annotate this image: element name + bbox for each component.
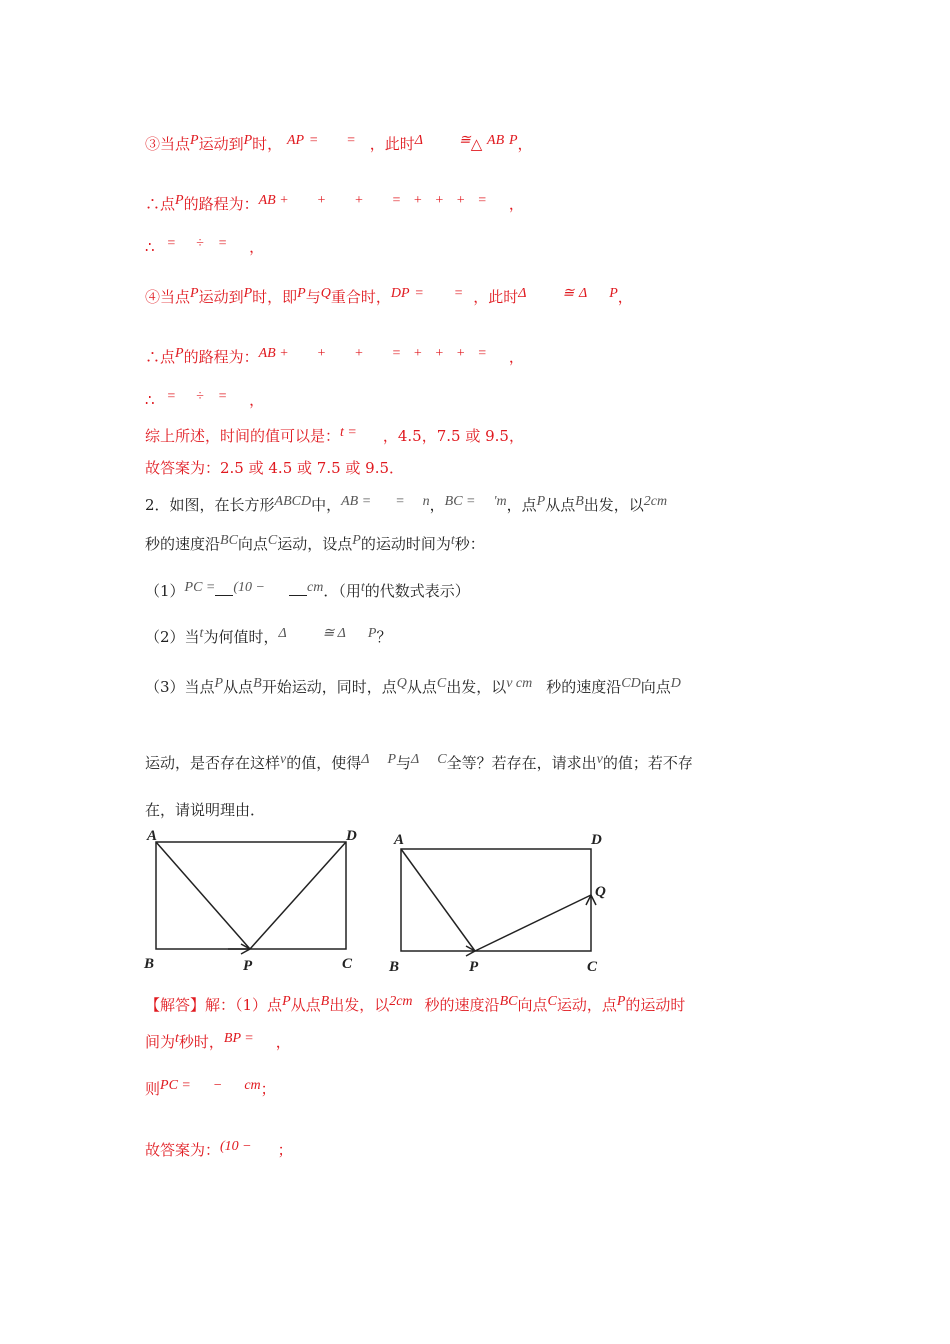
text-run: 的值，使得: [286, 754, 362, 772]
solution-line-3: [145, 1078, 276, 1102]
math-symbol: P: [297, 286, 306, 301]
math-symbol: Q: [320, 286, 331, 301]
math-symbol: BC: [499, 994, 518, 1009]
text-run: 全等？若存在，请求出: [446, 754, 597, 772]
text-run: 秒的速度沿: [145, 535, 221, 553]
math-symbol: Δ: [361, 752, 370, 767]
text-run: 出发，以: [329, 996, 390, 1014]
math-symbol: C: [436, 676, 447, 691]
text-run: ④当点: [145, 288, 191, 306]
math-symbol: AB =: [341, 494, 372, 509]
math-symbol: =: [477, 346, 487, 361]
question-1: [145, 580, 470, 604]
math-symbol: P: [214, 676, 224, 691]
label-b: B: [144, 956, 155, 972]
figure-1: [140, 822, 370, 977]
math-symbol: =: [391, 193, 402, 208]
text-run: 的代数式表示）: [364, 582, 470, 600]
rectangle-abcd: [401, 849, 591, 951]
math-symbol: P: [352, 533, 361, 548]
question-2: [145, 626, 391, 650]
text-run: ，: [617, 288, 633, 306]
text-run: ③当点: [145, 135, 191, 153]
answer-line-4: [145, 286, 633, 310]
text-run: ？: [376, 628, 392, 646]
label-p: P: [243, 958, 253, 974]
math-symbol: +: [434, 346, 444, 361]
math-symbol: P: [190, 286, 199, 301]
text-run: 重合时，: [330, 288, 391, 306]
math-symbol: BP =: [223, 1031, 254, 1046]
math-symbol: 'm: [493, 494, 507, 509]
text-run: （3）当点: [145, 678, 215, 696]
math-symbol: =: [308, 133, 319, 148]
text-run: 与: [396, 754, 412, 772]
question-3-line-1: [145, 676, 681, 700]
text-run: ，: [429, 496, 445, 514]
text-run: 2．如图，在长方形: [145, 496, 275, 514]
math-symbol: v: [596, 752, 603, 767]
math-symbol: =: [217, 236, 228, 251]
math-symbol: =: [453, 286, 464, 301]
answer-path-line-2: [145, 346, 524, 370]
math-symbol: P: [190, 133, 199, 148]
text-run: 间为: [145, 1033, 176, 1051]
text-run: 从点: [545, 496, 576, 514]
blank-space: [289, 581, 307, 596]
text-run: 从点: [223, 678, 254, 696]
math-symbol: C: [267, 533, 278, 548]
text-run: 【解答】: [145, 996, 206, 1014]
text-run: ，: [249, 391, 265, 409]
solution-line-2: [145, 1031, 291, 1055]
text-run: 故答案为：2.5 或 4.5 或 7.5 或 9.5．: [145, 459, 405, 477]
text-run: ∴点: [145, 195, 176, 213]
label-c: C: [342, 956, 353, 972]
math-symbol: 2cm: [643, 494, 668, 509]
text-run: （2）当: [145, 628, 200, 646]
math-symbol: BC =: [444, 494, 476, 509]
math-symbol: =: [391, 346, 402, 361]
text-run: 综上所述，时间的值可以是：: [145, 427, 341, 445]
text-run: ∴: [145, 391, 155, 409]
math-symbol: +: [354, 346, 364, 361]
text-run: 向点: [640, 678, 671, 696]
math-symbol: =: [166, 236, 176, 251]
math-symbol: P: [536, 494, 546, 509]
text-run: 秒的速度沿: [546, 678, 622, 696]
math-symbol: BC: [220, 533, 238, 548]
text-run: 秒：: [454, 535, 485, 553]
text-run: 的运动时: [625, 996, 686, 1014]
label-q: Q: [595, 884, 606, 900]
math-symbol: −: [212, 1078, 223, 1093]
text-run: ，: [275, 1033, 291, 1051]
math-symbol: Δ: [579, 286, 588, 301]
text-run: ．（用: [323, 582, 361, 600]
math-symbol: P: [282, 994, 291, 1009]
math-symbol: =: [414, 286, 424, 301]
math-symbol: AB +: [258, 193, 289, 208]
text-run: 在，请说明理由．: [145, 801, 266, 819]
math-symbol: B: [253, 676, 262, 691]
summary-line: [145, 425, 524, 449]
math-symbol: =: [395, 494, 405, 509]
math-symbol: P: [616, 994, 626, 1009]
rectangle-abcd: [156, 842, 346, 949]
math-symbol: Δ: [518, 286, 527, 301]
label-p: P: [469, 959, 479, 975]
text-run: 时，: [252, 135, 283, 153]
text-run: 运动，设点: [277, 535, 353, 553]
math-symbol: C: [547, 994, 557, 1009]
segment-pq: [475, 895, 591, 951]
text-run: 秒的速度沿: [424, 996, 500, 1014]
math-symbol: AP: [286, 133, 305, 148]
math-symbol: P: [243, 286, 253, 301]
text-run: 的路程为：: [183, 195, 259, 213]
label-d: D: [346, 828, 357, 844]
text-run: 运动到: [198, 135, 244, 153]
text-run: 秒时，: [178, 1033, 224, 1051]
answer-line-3: [145, 133, 533, 157]
math-symbol: t =: [340, 425, 357, 440]
answer-time-line-2: [145, 389, 264, 413]
math-symbol: +: [455, 346, 466, 361]
text-run: 从点: [290, 996, 321, 1014]
math-symbol: cm: [244, 1078, 261, 1093]
text-run: ，: [249, 238, 265, 256]
figure-2: [385, 822, 615, 977]
text-run: 向点: [517, 996, 548, 1014]
label-c: C: [587, 959, 598, 975]
math-symbol: ABCD: [274, 494, 312, 509]
math-symbol: =: [166, 389, 176, 404]
math-symbol: v: [280, 752, 287, 767]
text-run: △: [470, 135, 483, 153]
text-run: 中，: [311, 496, 342, 514]
math-symbol: n: [422, 494, 430, 509]
text-run: ；: [260, 1080, 276, 1098]
math-symbol: Δ: [414, 133, 423, 148]
math-symbol: =: [477, 193, 487, 208]
math-symbol: P: [508, 133, 518, 148]
text-run: ，此时: [473, 288, 519, 306]
math-symbol: +: [316, 193, 327, 208]
text-run: ，点: [506, 496, 537, 514]
math-symbol: P: [387, 752, 397, 767]
math-symbol: P: [609, 286, 618, 301]
math-symbol: Δ: [411, 752, 420, 767]
math-symbol: cm: [307, 580, 324, 595]
math-symbol: CD: [621, 676, 641, 691]
text-run: 运动，点: [556, 996, 617, 1014]
math-symbol: +: [413, 193, 423, 208]
text-run: 时，即: [252, 288, 298, 306]
text-run: 开始运动，同时，点: [261, 678, 397, 696]
math-symbol: PC =: [184, 580, 216, 595]
text-run: ，: [508, 348, 524, 366]
math-symbol: P: [243, 133, 253, 148]
text-run: ，: [508, 195, 524, 213]
text-run: 向点: [237, 535, 268, 553]
question-3-line-3: [145, 799, 265, 821]
question-3-line-2: [145, 752, 693, 776]
math-symbol: ÷: [196, 236, 204, 251]
math-symbol: +: [434, 193, 444, 208]
solution-line-1: [145, 994, 685, 1018]
segment-pd: [250, 842, 346, 949]
text-run: 的运动时间为: [360, 535, 451, 553]
math-symbol: 2cm: [389, 994, 413, 1009]
blank-space: [215, 581, 233, 596]
text-run: 解：（1）点: [205, 996, 283, 1014]
text-run: 运动到: [198, 288, 244, 306]
math-symbol: t: [360, 580, 365, 595]
answer-path-line-1: [145, 193, 524, 217]
label-d: D: [591, 832, 602, 848]
text-run: ∴: [145, 238, 155, 256]
label-a: A: [147, 828, 158, 844]
math-symbol: ≅: [458, 133, 471, 148]
math-symbol: Δ: [278, 626, 287, 641]
problem-2-line-2: [145, 533, 485, 557]
math-symbol: v cm: [506, 676, 533, 691]
math-symbol: Q: [396, 676, 407, 691]
math-symbol: =: [346, 133, 356, 148]
text-run: ；: [277, 1141, 293, 1159]
math-symbol: ≅ Δ: [322, 626, 346, 641]
math-symbol: +: [413, 346, 423, 361]
text-run: 故答案为：: [145, 1141, 221, 1159]
math-symbol: B: [320, 994, 330, 1009]
math-symbol: (10 −: [233, 580, 265, 595]
math-symbol: t: [175, 1031, 179, 1046]
text-run: 的值；若不存: [602, 754, 693, 772]
text-run: 运动，是否存在这样: [145, 754, 281, 772]
label-a: A: [394, 832, 405, 848]
solution-line-4: [145, 1139, 293, 1163]
math-symbol: B: [575, 494, 584, 509]
math-symbol: ≅: [562, 286, 575, 301]
math-symbol: P: [367, 626, 377, 641]
math-symbol: ÷: [196, 389, 204, 404]
text-run: ，4.5，7.5 或 9.5，: [382, 427, 524, 445]
math-symbol: AB +: [258, 346, 289, 361]
segment-ap: [401, 849, 475, 951]
math-symbol: +: [455, 193, 466, 208]
math-symbol: (10 −: [220, 1139, 252, 1154]
label-b: B: [389, 959, 400, 975]
math-symbol: P: [175, 193, 184, 208]
text-run: 出发，以: [446, 678, 507, 696]
math-symbol: PC =: [160, 1078, 191, 1093]
math-symbol: +: [316, 346, 327, 361]
text-run: 则: [145, 1080, 161, 1098]
math-symbol: =: [217, 389, 228, 404]
math-symbol: P: [175, 346, 184, 361]
segment-ap: [156, 842, 250, 949]
text-run: （1）: [145, 582, 185, 600]
text-run: ∴点: [145, 348, 176, 366]
text-run: ，此时: [369, 135, 415, 153]
text-run: 为何值时，: [203, 628, 279, 646]
text-run: 的路程为：: [183, 348, 259, 366]
math-symbol: t: [450, 533, 455, 548]
problem-2-line-1: [145, 494, 667, 518]
math-symbol: AB: [487, 133, 505, 148]
math-symbol: C: [437, 752, 447, 767]
math-symbol: t: [199, 626, 204, 641]
math-symbol: D: [670, 676, 681, 691]
math-symbol: +: [354, 193, 364, 208]
math-symbol: DP: [390, 286, 410, 301]
text-run: ，: [517, 135, 533, 153]
text-run: 从点: [406, 678, 437, 696]
text-run: 出发，以: [583, 496, 644, 514]
final-answer-line: [145, 457, 404, 479]
answer-time-line-1: [145, 236, 264, 260]
text-run: 与: [305, 288, 321, 306]
